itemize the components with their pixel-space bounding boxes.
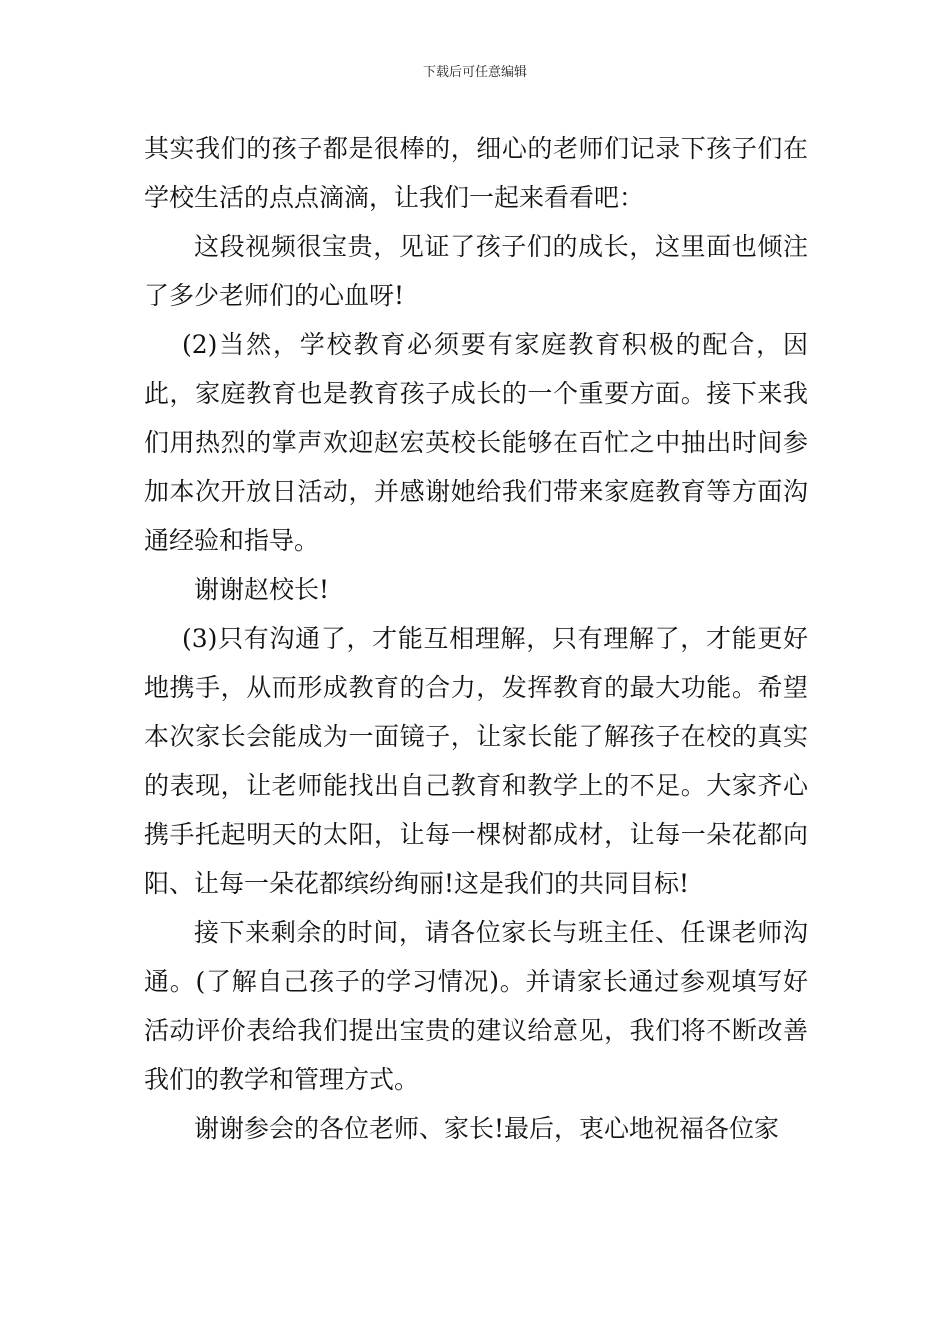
paragraph-closing: 谢谢参会的各位老师、家长!最后，衷心地祝福各位家 bbox=[194, 1114, 780, 1143]
paragraph-family-education: (2)当然，学校教育必须要有家庭教育积极的配合，因此，家庭教育也是教育孩子成长的一个重要方面。接下来我们用热烈的掌声欢迎赵宏英校长能够在百忙之中抽出时间参加本次开放日活动，并感谢她给我们带来家庭教育等方面沟通经验和指导。 bbox=[144, 330, 808, 555]
page-header: 下载后可任意编辑 bbox=[422, 65, 527, 80]
document-body bbox=[144, 124, 808, 1153]
paragraph-communication: (3)只有沟通了，才能互相理解，只有理解了，才能更好地携手，从而形成教育的合力，发挥教育的最大功能。希望本次家长会能成为一面镜子，让家长能了解孩子在校的真实的表现，让老师能找出自己教育和教学上的不足。大家齐心携手托起明天的太阳，让每一棵树都成材，让每一朵花都向阳、让每一朵花都缤纷绚丽!这是我们的共同目标! bbox=[144, 624, 808, 898]
paragraph-remaining-time: 接下来剩余的时间，请各位家长与班主任、任课老师沟通。(了解自己孩子的学习情况)。并请家长通过参观填写好活动评价表给我们提出宝贵的建议给意见，我们将不断改善我们的教学和管理方式。 bbox=[144, 918, 808, 1094]
paragraph-video: 这段视频很宝贵，见证了孩子们的成长，这里面也倾注了多少老师们的心血呀! bbox=[144, 232, 808, 310]
paragraph-thanks-principal: 谢谢赵校长! bbox=[194, 575, 330, 604]
paragraph-intro: 其实我们的孩子都是很棒的，细心的老师们记录下孩子们在学校生活的点点滴滴，让我们一起来看看吧： bbox=[144, 134, 808, 212]
